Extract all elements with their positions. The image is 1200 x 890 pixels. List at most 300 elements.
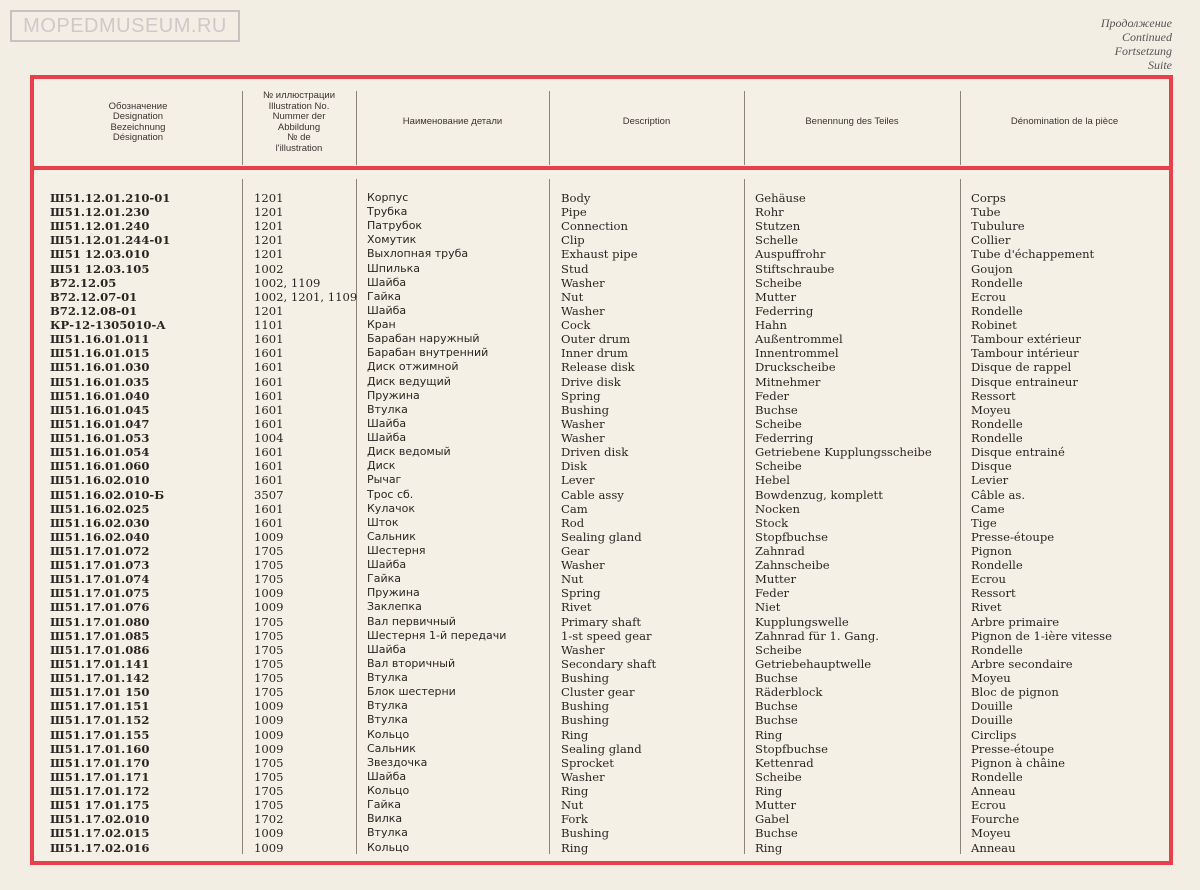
- table-row: [34, 318, 1169, 332]
- table-row: [34, 629, 1169, 643]
- table-row: [34, 812, 1169, 826]
- part-name-de: Federring: [755, 303, 814, 318]
- part-description-en: Fork: [561, 812, 588, 827]
- part-name-ru: Диск ведущий: [367, 374, 451, 388]
- part-designation: Ш51.16.01.047: [50, 416, 150, 431]
- part-name-ru: Диск ведомый: [367, 445, 451, 459]
- part-name-fr: Came: [971, 501, 1005, 516]
- table-row: [34, 600, 1169, 614]
- part-designation: Ш51.16.02.010: [50, 473, 150, 488]
- part-name-fr: Rondelle: [971, 303, 1023, 318]
- illustration-no: 1601: [254, 360, 284, 375]
- part-name-ru: Шпилька: [367, 261, 421, 275]
- table-row: [34, 276, 1169, 290]
- part-name-ru: Диск: [367, 459, 396, 473]
- part-name-de: Mitnehmer: [755, 374, 821, 389]
- part-name-de: Stopfbuchse: [755, 741, 828, 756]
- part-description-en: Washer: [561, 416, 605, 431]
- part-name-ru: Кран: [367, 318, 396, 332]
- header-divider: [549, 91, 550, 165]
- illustration-no: 1002, 1109: [254, 275, 321, 290]
- part-designation: Ш51.17.01 150: [50, 685, 150, 700]
- header-illustration-no: № иллюстрации Illustration No. Nummer der Abbildung № de l'illustration: [262, 90, 336, 154]
- part-description-en: Disk: [561, 459, 587, 474]
- part-name-de: Kettenrad: [755, 755, 814, 770]
- illustration-no: 1601: [254, 346, 284, 361]
- part-description-en: Bushing: [561, 713, 609, 728]
- part-name-fr: Rondelle: [971, 275, 1023, 290]
- part-name-ru: Гайка: [367, 798, 401, 812]
- part-name-ru: Кольцо: [367, 784, 410, 798]
- part-description-en: Body: [561, 191, 591, 205]
- part-name-de: Mutter: [755, 572, 797, 587]
- part-name-de: Schelle: [755, 233, 799, 248]
- part-name-de: Gehäuse: [755, 191, 806, 205]
- part-name-fr: Corps: [971, 191, 1006, 205]
- illustration-no: 3507: [254, 487, 284, 502]
- part-name-fr: Fourche: [971, 812, 1020, 827]
- header-divider: [242, 91, 243, 165]
- table-row: [34, 841, 1169, 855]
- header-designation: Обозначение Designation Bezeichnung Désignation: [108, 100, 168, 143]
- part-name-fr: Goujon: [971, 261, 1013, 276]
- table-row: [34, 699, 1169, 713]
- part-description-en: Sealing gland: [561, 529, 642, 544]
- table-row: [34, 685, 1169, 699]
- part-description-en: Lever: [561, 473, 595, 488]
- illustration-no: 1705: [254, 685, 284, 700]
- part-designation: Ш51.17.01.152: [50, 713, 150, 728]
- table-row: [34, 615, 1169, 629]
- part-name-de: Zahnrad: [755, 544, 805, 558]
- part-description-en: Clip: [561, 233, 585, 248]
- illustration-no: 1009: [254, 840, 284, 855]
- illustration-no: 1705: [254, 642, 284, 657]
- part-description-en: Ring: [561, 840, 589, 855]
- part-designation: В72.12.05: [50, 275, 117, 290]
- part-designation: Ш51.16.01.045: [50, 402, 150, 417]
- part-designation: Ш51.16.01.035: [50, 374, 150, 389]
- part-description-en: 1-st speed gear: [561, 628, 652, 643]
- part-name-fr: Circlips: [971, 727, 1017, 742]
- part-name-fr: Bloc de pignon: [971, 685, 1059, 700]
- part-description-en: Gear: [561, 544, 590, 558]
- part-name-ru: Барабан внутренний: [367, 346, 489, 360]
- part-name-de: Mutter: [755, 798, 797, 813]
- part-name-de: Ring: [755, 840, 783, 855]
- part-name-fr: Disque entraineur: [971, 374, 1078, 389]
- part-name-de: Scheibe: [755, 416, 802, 431]
- part-description-en: Washer: [561, 642, 605, 657]
- part-name-de: Getriebene Kupplungsscheibe: [755, 445, 932, 460]
- part-designation: Ш51.17.01.072: [50, 544, 150, 558]
- table-row: [34, 671, 1169, 685]
- illustration-no: 1009: [254, 600, 284, 615]
- part-name-de: Auspuffrohr: [755, 247, 826, 262]
- part-designation: Ш51.16.01.040: [50, 388, 150, 403]
- table-row: [34, 219, 1169, 233]
- part-name-ru: Сальник: [367, 529, 416, 543]
- part-name-fr: Câble as.: [971, 487, 1026, 502]
- table-row: [34, 502, 1169, 516]
- part-description-en: Washer: [561, 558, 605, 573]
- table-row: [34, 530, 1169, 544]
- continued-de: Fortsetzung: [1114, 44, 1172, 58]
- site-watermark: MOPEDMUSEUM.RU: [10, 10, 240, 42]
- part-name-de: Ring: [755, 727, 783, 742]
- table-row: [34, 346, 1169, 360]
- part-name-de: Buchse: [755, 713, 798, 728]
- part-name-fr: Tambour intérieur: [971, 346, 1079, 361]
- part-designation: Ш51.17.01.080: [50, 614, 150, 629]
- part-description-en: Rivet: [561, 600, 592, 615]
- part-name-fr: Arbre secondaire: [971, 656, 1073, 671]
- part-designation: Ш51 12.03.010: [50, 247, 150, 262]
- part-name-fr: Rondelle: [971, 558, 1023, 573]
- header-benennung: Benennung des Teiles: [805, 116, 899, 128]
- table-row: [34, 431, 1169, 445]
- part-designation: Ш51.17.02.015: [50, 826, 150, 841]
- part-description-en: Sealing gland: [561, 741, 642, 756]
- table-row: [34, 770, 1169, 784]
- part-name-ru: Шайба: [367, 431, 407, 445]
- part-description-en: Cock: [561, 318, 591, 333]
- part-designation: В72.12.08-01: [50, 303, 138, 318]
- illustration-no: 1601: [254, 515, 284, 530]
- illustration-no: 1009: [254, 713, 284, 728]
- part-name-fr: Robinet: [971, 318, 1017, 333]
- header-denomination: Dénomination de la pièce: [1010, 116, 1119, 128]
- illustration-no: 1601: [254, 459, 284, 474]
- table-row: [34, 375, 1169, 389]
- part-name-fr: Tube d'échappement: [971, 247, 1095, 262]
- table-row: [34, 473, 1169, 487]
- part-name-ru: Трос сб.: [367, 487, 414, 501]
- part-name-de: Hebel: [755, 473, 790, 488]
- illustration-no: 1705: [254, 572, 284, 587]
- part-name-de: Niet: [755, 600, 781, 615]
- part-name-fr: Pignon de 1-ière vitesse: [971, 628, 1112, 643]
- illustration-no: 1705: [254, 628, 284, 643]
- table-row: [34, 798, 1169, 812]
- part-name-de: Scheibe: [755, 275, 802, 290]
- part-name-fr: Arbre primaire: [971, 614, 1060, 629]
- part-description-en: Bushing: [561, 402, 609, 417]
- part-name-ru: Корпус: [367, 191, 409, 204]
- illustration-no: 1101: [254, 318, 284, 333]
- part-name-fr: Ecrou: [971, 289, 1006, 304]
- illustration-no: 1002, 1201, 1109: [254, 289, 358, 304]
- part-name-ru: Шайба: [367, 769, 407, 783]
- part-description-en: Bushing: [561, 826, 609, 841]
- part-name-de: Buchse: [755, 671, 798, 686]
- table-row: [34, 360, 1169, 374]
- part-designation: Ш51.17.01.170: [50, 755, 150, 770]
- illustration-no: 1705: [254, 671, 284, 686]
- illustration-no: 1009: [254, 741, 284, 756]
- part-description-en: Primary shaft: [561, 614, 642, 629]
- table-row: [34, 403, 1169, 417]
- part-designation: Ш51.16.02.010-Б: [50, 487, 165, 502]
- part-name-de: Hahn: [755, 318, 787, 333]
- part-designation: Ш51.12.01.240: [50, 219, 150, 234]
- part-name-ru: Вал первичный: [367, 614, 456, 628]
- part-name-fr: Disque: [971, 459, 1012, 474]
- part-description-en: Connection: [561, 219, 628, 234]
- part-name-ru: Шайба: [367, 275, 407, 289]
- part-name-fr: Moyeu: [971, 671, 1011, 686]
- table-row: [34, 247, 1169, 261]
- part-designation: Ш51.17.01.074: [50, 572, 150, 587]
- illustration-no: 1705: [254, 755, 284, 770]
- part-name-de: Räderblock: [755, 685, 823, 700]
- part-name-fr: Rivet: [971, 600, 1002, 615]
- part-name-ru: Заклепка: [367, 600, 422, 614]
- illustration-no: 1705: [254, 769, 284, 784]
- part-name-de: Stock: [755, 515, 789, 530]
- part-description-en: Cable assy: [561, 487, 624, 502]
- part-name-de: Feder: [755, 586, 790, 601]
- part-name-fr: Tambour extérieur: [971, 332, 1081, 347]
- part-description-en: Washer: [561, 303, 605, 318]
- part-name-fr: Disque entrainé: [971, 445, 1065, 460]
- illustration-no: 1201: [254, 303, 284, 318]
- table-row: [34, 262, 1169, 276]
- part-name-ru: Вал вторичный: [367, 656, 456, 670]
- header-name-ru: Наименование детали: [402, 116, 503, 128]
- illustration-no: 1601: [254, 402, 284, 417]
- part-designation: Ш51.16.02.040: [50, 529, 150, 544]
- table-row: [34, 417, 1169, 431]
- part-description-en: Spring: [561, 388, 601, 403]
- part-description-en: Outer drum: [561, 332, 631, 347]
- part-name-ru: Шайба: [367, 558, 407, 572]
- part-designation: Ш51.17.01.151: [50, 699, 150, 714]
- table-row: [34, 713, 1169, 727]
- part-name-ru: Втулка: [367, 671, 408, 685]
- part-name-de: Buchse: [755, 402, 798, 417]
- part-name-de: Feder: [755, 388, 790, 403]
- part-description-en: Secondary shaft: [561, 656, 657, 671]
- part-name-ru: Втулка: [367, 699, 408, 713]
- part-description-en: Washer: [561, 769, 605, 784]
- part-name-fr: Anneau: [971, 840, 1016, 855]
- part-designation: Ш51.17.01.141: [50, 656, 150, 671]
- part-name-ru: Втулка: [367, 826, 408, 840]
- part-name-ru: Кулачок: [367, 501, 415, 515]
- part-description-en: Nut: [561, 289, 584, 304]
- part-name-de: Scheibe: [755, 769, 802, 784]
- part-name-ru: Сальник: [367, 741, 416, 755]
- illustration-no: 1705: [254, 798, 284, 813]
- part-name-fr: Douille: [971, 713, 1013, 728]
- part-name-ru: Шайба: [367, 303, 407, 317]
- part-name-de: Stiftschraube: [755, 261, 835, 276]
- part-designation: Ш51.17.01.171: [50, 769, 150, 784]
- part-name-fr: Collier: [971, 233, 1011, 248]
- part-description-en: Pipe: [561, 205, 587, 220]
- table-row: [34, 657, 1169, 671]
- table-row: [34, 784, 1169, 798]
- part-name-ru: Блок шестерни: [367, 685, 456, 699]
- header-divider: [960, 91, 961, 165]
- continued-note: [1101, 16, 1172, 72]
- part-designation: Ш51.12.01.210-01: [50, 191, 171, 205]
- part-name-fr: Tube: [971, 205, 1001, 220]
- table-row: [34, 516, 1169, 530]
- part-name-de: Druckscheibe: [755, 360, 836, 375]
- part-name-de: Kupplungswelle: [755, 614, 849, 629]
- part-name-ru: Шайба: [367, 642, 407, 656]
- part-name-ru: Пружина: [367, 586, 420, 600]
- part-name-de: Rohr: [755, 205, 784, 220]
- part-designation: Ш51.17.01.076: [50, 600, 150, 615]
- illustration-no: 1601: [254, 332, 284, 347]
- table-row: [34, 728, 1169, 742]
- illustration-no: 1009: [254, 529, 284, 544]
- illustration-no: 1009: [254, 727, 284, 742]
- part-designation: Ш51.17.01.086: [50, 642, 150, 657]
- table-row: [34, 332, 1169, 346]
- part-designation: Ш51.17.01.073: [50, 558, 150, 573]
- part-name-de: Scheibe: [755, 642, 802, 657]
- part-name-fr: Tige: [971, 515, 997, 530]
- part-description-en: Driven disk: [561, 445, 629, 460]
- part-description-en: Bushing: [561, 671, 609, 686]
- table-row: [34, 205, 1169, 219]
- illustration-no: 1002: [254, 261, 284, 276]
- part-name-fr: Pignon: [971, 544, 1012, 558]
- illustration-no: 1601: [254, 388, 284, 403]
- part-name-fr: Douille: [971, 699, 1013, 714]
- part-description-en: Washer: [561, 431, 605, 446]
- part-designation: Ш51.16.01.054: [50, 445, 150, 460]
- part-description-en: Spring: [561, 586, 601, 601]
- illustration-no: 1705: [254, 614, 284, 629]
- illustration-no: 1201: [254, 219, 284, 234]
- table-row: [34, 488, 1169, 502]
- part-description-en: Stud: [561, 261, 589, 276]
- part-name-fr: Moyeu: [971, 402, 1011, 417]
- part-description-en: Washer: [561, 275, 605, 290]
- part-designation: Ш51.17.01.142: [50, 671, 150, 686]
- part-designation: Ш51.16.01.015: [50, 346, 150, 361]
- part-name-fr: Presse-étoupe: [971, 741, 1055, 756]
- illustration-no: 1004: [254, 431, 284, 446]
- part-name-ru: Диск отжимной: [367, 360, 459, 374]
- part-name-ru: Втулка: [367, 713, 408, 727]
- part-designation: Ш51.16.01.011: [50, 332, 150, 347]
- part-designation: Ш51 17.01.175: [50, 798, 150, 813]
- part-description-en: Inner drum: [561, 346, 629, 361]
- continued-fr: Suite: [1148, 58, 1172, 72]
- part-description-en: Ring: [561, 727, 589, 742]
- part-description-en: Drive disk: [561, 374, 621, 389]
- part-name-de: Getriebehauptwelle: [755, 656, 872, 671]
- part-name-ru: Шестерня: [367, 544, 426, 557]
- table-row: [34, 459, 1169, 473]
- part-name-fr: Moyeu: [971, 826, 1011, 841]
- part-name-ru: Шток: [367, 515, 399, 529]
- part-designation: Ш51.16.01.053: [50, 431, 150, 446]
- table-row: [34, 586, 1169, 600]
- part-name-de: Bowdenzug, komplett: [755, 487, 883, 502]
- table-row: [34, 756, 1169, 770]
- illustration-no: 1009: [254, 699, 284, 714]
- part-name-fr: Tubulure: [971, 219, 1025, 234]
- part-description-en: Release disk: [561, 360, 635, 375]
- part-name-ru: Шестерня 1-й передачи: [367, 628, 507, 642]
- part-name-ru: Гайка: [367, 289, 401, 303]
- part-name-ru: Рычаг: [367, 473, 402, 487]
- part-name-ru: Гайка: [367, 572, 401, 586]
- illustration-no: 1201: [254, 247, 284, 262]
- illustration-no: 1601: [254, 473, 284, 488]
- part-description-en: Nut: [561, 798, 584, 813]
- illustration-no: 1601: [254, 501, 284, 516]
- part-name-ru: Выхлопная труба: [367, 247, 469, 261]
- table-header: [34, 79, 1169, 170]
- part-name-ru: Пружина: [367, 388, 420, 402]
- table-row: [34, 389, 1169, 403]
- table-row: [34, 558, 1169, 572]
- parts-table: [30, 75, 1173, 865]
- illustration-no: 1201: [254, 233, 284, 248]
- part-name-de: Stopfbuchse: [755, 529, 828, 544]
- table-row: [34, 304, 1169, 318]
- part-name-fr: Ressort: [971, 388, 1016, 403]
- part-name-fr: Ecrou: [971, 572, 1006, 587]
- table-row: [34, 233, 1169, 247]
- part-name-ru: Звездочка: [367, 755, 428, 769]
- part-name-ru: Кольцо: [367, 840, 410, 854]
- part-designation: Ш51 12.03.105: [50, 261, 150, 276]
- part-designation: Ш51.12.01.244-01: [50, 233, 171, 248]
- part-name-ru: Кольцо: [367, 727, 410, 741]
- part-designation: Ш51.17.01.172: [50, 784, 150, 799]
- part-name-fr: Rondelle: [971, 642, 1023, 657]
- part-designation: Ш51.17.01.160: [50, 741, 150, 756]
- part-description-en: Ring: [561, 784, 589, 799]
- table-row: [34, 643, 1169, 657]
- part-name-fr: Ecrou: [971, 798, 1006, 813]
- part-name-fr: Pignon à châine: [971, 755, 1066, 770]
- part-designation: В72.12.07-01: [50, 289, 138, 304]
- part-designation: Ш51.17.01.085: [50, 628, 150, 643]
- part-designation: Ш51.17.02.016: [50, 840, 150, 855]
- illustration-no: 1705: [254, 544, 284, 558]
- table-row: [34, 290, 1169, 304]
- table-row: [34, 826, 1169, 840]
- illustration-no: 1201: [254, 205, 284, 220]
- illustration-no: 1705: [254, 558, 284, 573]
- part-designation: Ш51.16.02.025: [50, 501, 150, 516]
- continued-en: Continued: [1122, 30, 1172, 44]
- part-designation: Ш51.17.01.075: [50, 586, 150, 601]
- part-designation: Ш51.17.01.155: [50, 727, 150, 742]
- part-name-fr: Rondelle: [971, 769, 1023, 784]
- illustration-no: 1702: [254, 812, 284, 827]
- part-description-en: Sprocket: [561, 755, 614, 770]
- part-name-de: Nocken: [755, 501, 800, 516]
- table-row: [34, 742, 1169, 756]
- part-designation: Ш51.16.02.030: [50, 515, 150, 530]
- part-name-de: Zahnrad für 1. Gang.: [755, 628, 879, 643]
- part-designation: Ш51.16.01.030: [50, 360, 150, 375]
- part-name-de: Ring: [755, 784, 783, 799]
- part-name-de: Mutter: [755, 289, 797, 304]
- illustration-no: 1601: [254, 416, 284, 431]
